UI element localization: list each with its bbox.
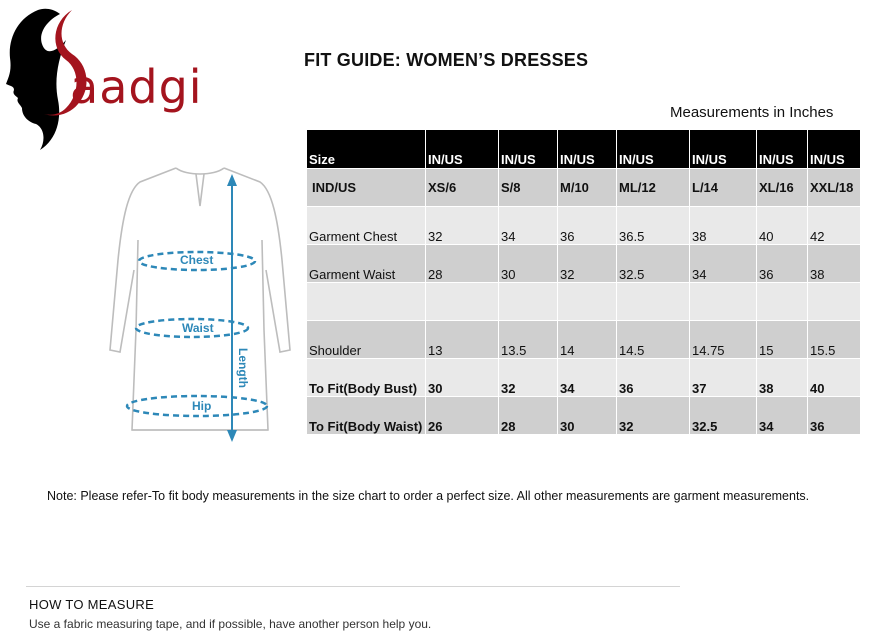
- header-cell: IN/US: [617, 130, 690, 168]
- table-cell: XL/16: [757, 168, 808, 206]
- table-cell: 36: [808, 396, 861, 434]
- table-cell: [426, 282, 499, 320]
- table-cell: 32: [617, 396, 690, 434]
- table-cell: 40: [808, 358, 861, 396]
- header-cell: IN/US: [426, 130, 499, 168]
- table-row: [307, 358, 861, 396]
- table-cell: 32: [426, 206, 499, 244]
- table-cell: 14.75: [690, 320, 757, 358]
- table-row: [307, 206, 861, 244]
- header-cell: IN/US: [690, 130, 757, 168]
- table-cell: 34: [757, 396, 808, 434]
- table-cell: [808, 282, 861, 320]
- table-cell: 37: [690, 358, 757, 396]
- header-cell: IN/US: [499, 130, 558, 168]
- waist-label: Waist: [182, 321, 214, 335]
- table-cell: 30: [499, 244, 558, 282]
- row-label: To Fit(Body Bust): [307, 358, 426, 396]
- table-cell: [617, 282, 690, 320]
- how-to-measure-title: HOW TO MEASURE: [29, 597, 155, 612]
- table-row: [307, 320, 861, 358]
- table-cell: 13.5: [499, 320, 558, 358]
- table-row: [307, 396, 861, 434]
- table-cell: 32.5: [690, 396, 757, 434]
- table-row: [307, 244, 861, 282]
- table-cell: 36: [617, 358, 690, 396]
- size-note: Note: Please refer-To fit body measurements in the size chart to order a perfect size. All other measurements are garment measurements.: [47, 489, 810, 503]
- table-cell: 34: [690, 244, 757, 282]
- table-cell: 32: [558, 244, 617, 282]
- row-label: Garment Waist: [307, 244, 426, 282]
- header-cell: Size: [307, 130, 426, 168]
- table-cell: [757, 282, 808, 320]
- table-cell: 36: [558, 206, 617, 244]
- table-cell: L/14: [690, 168, 757, 206]
- table-cell: 32.5: [617, 244, 690, 282]
- header-cell: IN/US: [757, 130, 808, 168]
- table-row-empty: [307, 282, 861, 320]
- units-label: Measurements in Inches: [670, 104, 834, 121]
- table-cell: M/10: [558, 168, 617, 206]
- chest-label: Chest: [180, 253, 214, 267]
- table-cell: XS/6: [426, 168, 499, 206]
- table-cell: 13: [426, 320, 499, 358]
- table-cell: [558, 282, 617, 320]
- table-cell: 38: [690, 206, 757, 244]
- table-cell: 40: [757, 206, 808, 244]
- header-cell: IN/US: [808, 130, 861, 168]
- row-label: Shoulder: [307, 320, 426, 358]
- row-label: IND/US: [307, 168, 426, 206]
- table-cell: 36.5: [617, 206, 690, 244]
- table-cell: 34: [499, 206, 558, 244]
- table-cell: 28: [499, 396, 558, 434]
- table-cell: 30: [558, 396, 617, 434]
- row-label: Garment Chest: [307, 206, 426, 244]
- table-cell: 15: [757, 320, 808, 358]
- table-cell: 38: [808, 244, 861, 282]
- size-chart-table: [307, 130, 861, 435]
- table-cell: ML/12: [617, 168, 690, 206]
- table-cell: 42: [808, 206, 861, 244]
- table-cell: 38: [757, 358, 808, 396]
- table-row: [307, 168, 861, 206]
- hip-label: Hip: [192, 399, 212, 413]
- table-cell: 36: [757, 244, 808, 282]
- table-cell: 15.5: [808, 320, 861, 358]
- table-cell: S/8: [499, 168, 558, 206]
- table-cell: 26: [426, 396, 499, 434]
- table-cell: 14.5: [617, 320, 690, 358]
- how-to-measure-description: Use a fabric measuring tape, and if possible, have another person help you.: [29, 617, 432, 631]
- table-cell: 34: [558, 358, 617, 396]
- table-cell: 14: [558, 320, 617, 358]
- table-cell: XXL/18: [808, 168, 861, 206]
- table-cell: [499, 282, 558, 320]
- table-cell: 28: [426, 244, 499, 282]
- row-label: [307, 282, 426, 320]
- page-title: FIT GUIDE: WOMEN’S DRESSES: [304, 50, 589, 70]
- brand-name: aadgi: [70, 60, 203, 114]
- row-label: To Fit(Body Waist): [307, 396, 426, 434]
- table-cell: [690, 282, 757, 320]
- table-cell: 32: [499, 358, 558, 396]
- dress-measurement-diagram: [100, 160, 300, 450]
- divider: [26, 586, 680, 587]
- table-cell: 30: [426, 358, 499, 396]
- table-header-row: [307, 130, 861, 168]
- header-cell: IN/US: [558, 130, 617, 168]
- length-label: Length: [236, 348, 250, 388]
